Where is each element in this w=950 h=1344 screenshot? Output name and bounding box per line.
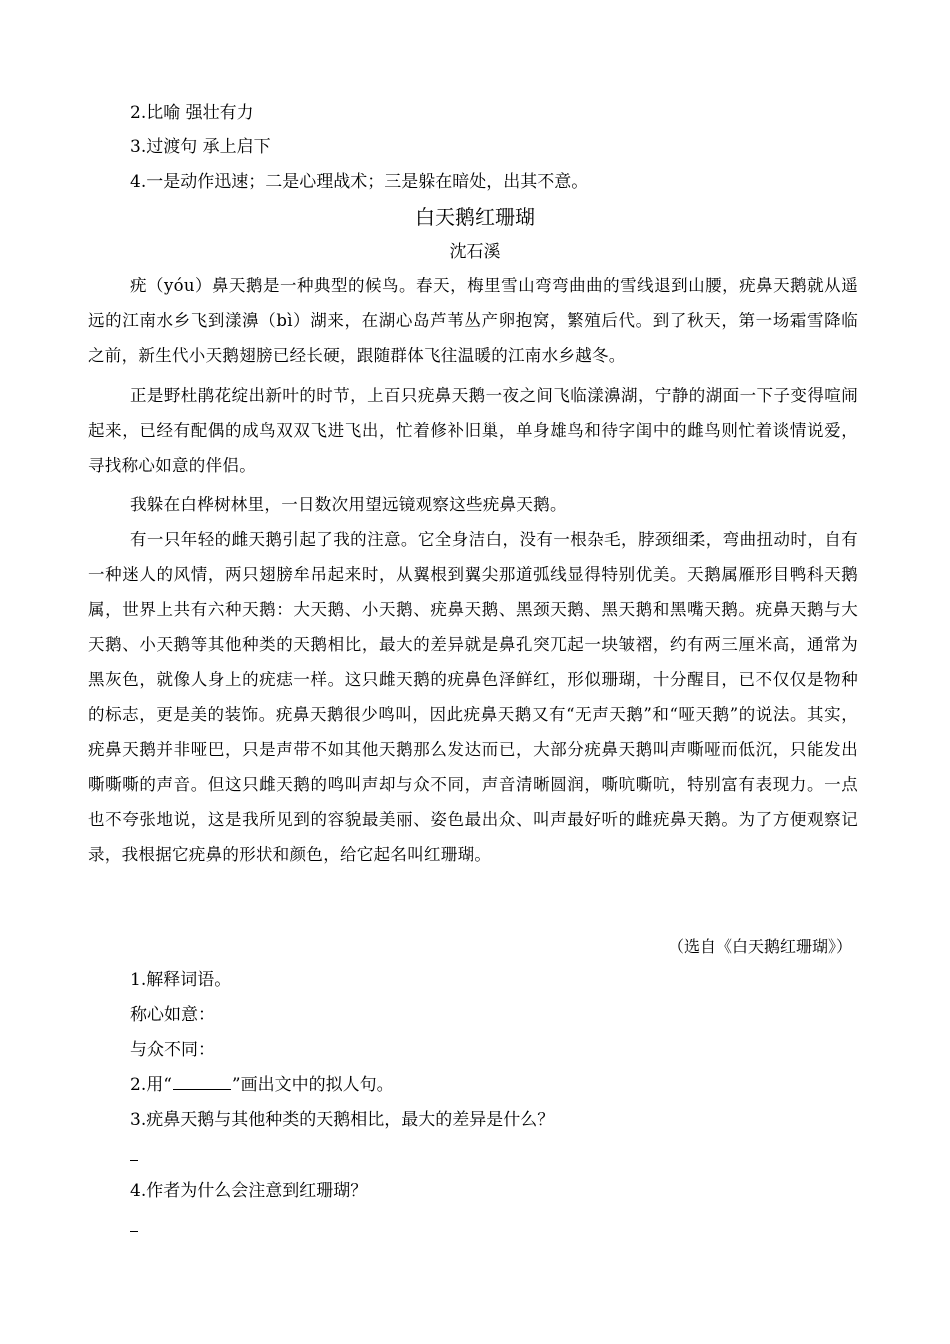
answer-blank-4[interactable] <box>130 1231 138 1232</box>
article-title: 白天鹅红珊瑚 <box>415 205 535 229</box>
article-paragraph-3: 我躲在白桦树林里，一日数次用望远镜观察这些疣鼻天鹅。 <box>130 495 567 514</box>
answer-line-3: 3.过渡句 承上启下 <box>130 137 271 157</box>
article-paragraph-4: 有一只年轻的雌天鹅引起了我的注意。它全身洁白，没有一根杂毛，脖颈细柔，弯曲扭动时，自有一种迷人的风情，两只翅膀牟吊起来时，从翼根到翼尖那道弧线显得特别优美。天鹅属雁形目鸭科天鹅属，世界上共有六种天鹅：大天鹅、小天鹅、疣鼻天鹅、黑颈天鹅、黑天鹅和黑嘴天鹅。疣鼻天鹅与大天鹅、小天鹅等其他种类的天鹅相比，最大的差异就是鼻孔突兀起一块皱褶，约有两三厘米高，通常为黑灰色，就像人身上的疣痣一样。这只雌天鹅的疣鼻色泽鲜红，形似珊瑚，十分醒目，已不仅仅是物种的标志，更是美的装饰。疣鼻天鹅很少鸣叫，因此疣鼻天鹅又有“无声天鹅”和“哑天鹅”的说法。其实，疣鼻天鹅并非哑巴，只是声带不如其他天鹅那么发达而已，大部分疣鼻天鹅叫声嘶哑而低沉，只能发出嘶嘶嘶的声音。但这只雌天鹅的鸣叫声却与众不同，声音清晰圆润，嘶吭嘶吭，特别富有表现力。一点也不夸张地说，这是我所见到的容貌最美丽、姿色最出众、叫声最好听的雌疣鼻天鹅。为了方便观察记录，我根据它疣鼻的形状和颜色，给它起名叫红珊瑚。 <box>88 530 858 864</box>
question-4: 4.作者为什么会注意到红珊瑚？ <box>130 1181 368 1201</box>
article-paragraph-2: 正是野杜鹃花绽出新叶的时节，上百只疣鼻天鹅一夜之间飞临漾濞湖，宁静的湖面一下子变得喧闹起来，已经有配偶的成鸟双双飞进飞出，忙着修补旧巢，单身雄鸟和待字闺中的雌鸟则忙着谈情说爱，寻找称心如意的伴侣。 <box>88 386 858 475</box>
article-paragraph-1: 疣（yóu）鼻天鹅是一种典型的候鸟。春天，梅里雪山弯弯曲曲的雪线退到山腰，疣鼻天鹅就从遥远的江南水乡飞到漾濞（bì）湖来，在湖心岛芦苇丛产卵抱窝，繁殖后代。到了秋天，第一场霜雪降临之前，新生代小天鹅翅膀已经长硬，跟随群体飞往温暖的江南水乡越冬。 <box>88 276 858 365</box>
article-source: （选自《白天鹅红珊瑚》） <box>667 937 852 956</box>
question-2-prefix: 2.用“ <box>130 1075 172 1095</box>
article-author: 沈石溪 <box>449 242 501 262</box>
answer-blank-3[interactable] <box>130 1160 138 1161</box>
question-2 <box>130 1074 394 1096</box>
question-1-term-a: 称心如意： <box>130 1005 215 1025</box>
answer-line-2: 2.比喻 强壮有力 <box>130 103 254 123</box>
question-3: 3.疣鼻天鹅与其他种类的天鹅相比，最大的差异是什么？ <box>130 1110 555 1130</box>
underline-blank <box>173 1074 231 1090</box>
question-2-suffix: ”画出文中的拟人句。 <box>231 1075 394 1095</box>
question-1-term-b: 与众不同： <box>130 1040 215 1060</box>
answer-line-4: 4.一是动作迅速；二是心理战术；三是躲在暗处，出其不意。 <box>130 172 589 192</box>
question-1: 1.解释词语。 <box>130 970 232 990</box>
